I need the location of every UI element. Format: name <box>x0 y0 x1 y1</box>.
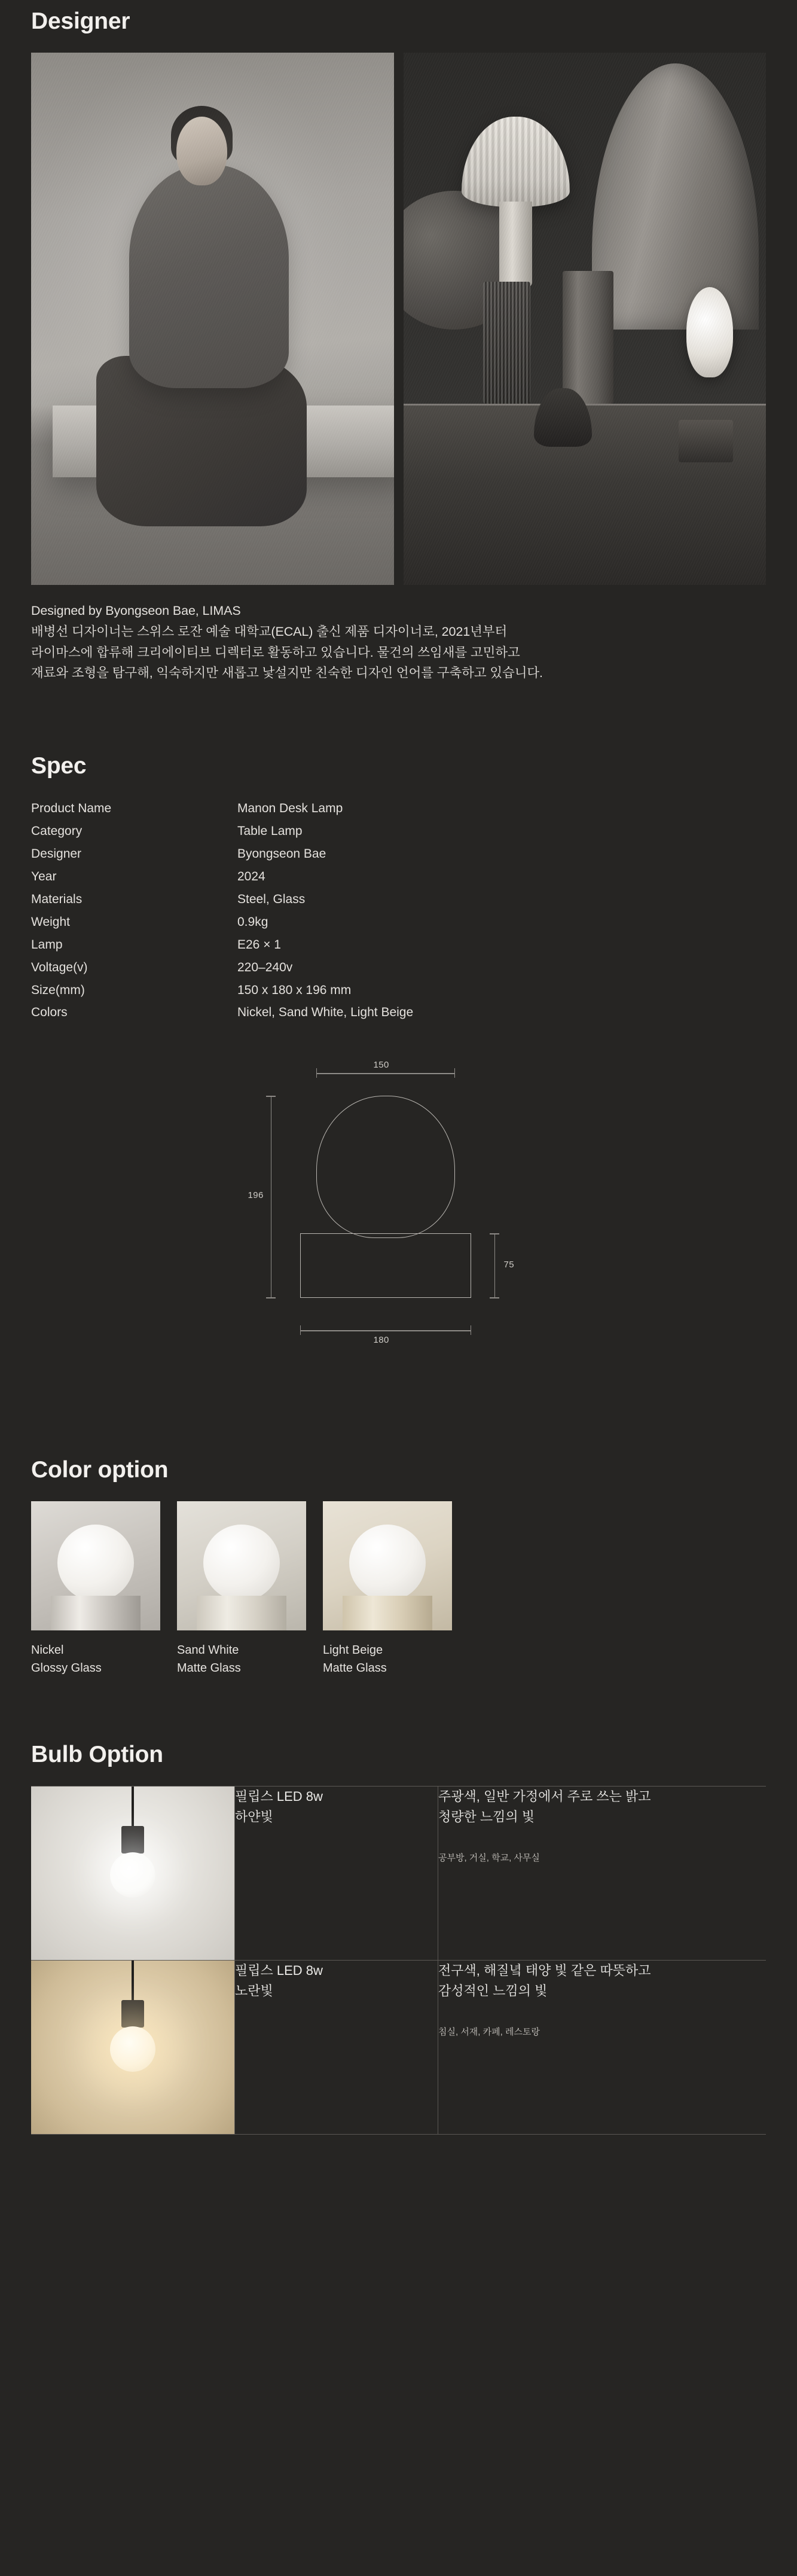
bulb-name-cell <box>235 1961 438 2135</box>
bulb-socket <box>121 1826 144 1853</box>
spec-section-title: Spec <box>31 753 87 779</box>
warm-white-bulb-photo <box>31 1961 234 2134</box>
designer-credit: Designed by Byongseon Bae, LIMAS <box>31 603 241 618</box>
spec-label: Category <box>31 824 83 839</box>
spec-label: Colors <box>31 1005 68 1020</box>
swatch-base <box>51 1596 141 1630</box>
swatch-globe-shade <box>203 1525 280 1601</box>
color-option-nickel[interactable] <box>31 1501 160 1677</box>
table-row <box>31 1787 766 1961</box>
color-option-name: Light Beige <box>323 1644 383 1657</box>
dim-tick-top-right <box>454 1068 455 1078</box>
spec-value: 2024 <box>237 870 265 884</box>
spec-value: 150 x 180 x 196 mm <box>237 983 352 997</box>
bulb-option-title: Bulb Option <box>31 1742 163 1768</box>
spec-value: Manon Desk Lamp <box>237 801 343 816</box>
dim-tick-top-left <box>316 1068 317 1078</box>
spec-label: Materials <box>31 892 83 906</box>
bulb-wire <box>132 1787 134 1828</box>
spec-label: Product Name <box>31 801 112 816</box>
spec-value: Nickel, Sand White, Light Beige <box>237 1005 414 1020</box>
cool-white-bulb-photo <box>31 1787 234 1960</box>
spec-label: Size(mm) <box>31 983 85 997</box>
designer-photo-row <box>31 53 766 585</box>
spec-value: Steel, Glass <box>237 892 306 906</box>
bulb-name-line-1: 필립스 LED 8w <box>235 1963 323 1979</box>
color-option-name: Sand White <box>177 1644 239 1657</box>
bulb-usage: 공부방, 거실, 학교, 사무실 <box>438 1853 540 1864</box>
swatch-base <box>197 1596 286 1630</box>
color-option-section <box>31 1457 766 1677</box>
bulb-name <box>235 1961 438 2001</box>
swatch-globe-shade <box>349 1525 426 1601</box>
table-row <box>31 979 766 1002</box>
swatch-globe-shade <box>57 1525 134 1601</box>
color-option-finish: Matte Glass <box>177 1662 241 1675</box>
color-option-name: Nickel <box>31 1644 64 1657</box>
spec-value: 220–240v <box>237 960 293 974</box>
spec-label: Voltage(v) <box>31 960 88 974</box>
bulb-globe <box>110 1852 155 1898</box>
dim-tick-base-bottom <box>490 1297 499 1298</box>
dimension-drawing <box>213 1060 584 1395</box>
bulb-option-section <box>31 1742 766 2206</box>
bulb-name-line-1: 필립스 LED 8w <box>235 1789 323 1804</box>
bulb-image-cell <box>31 1961 235 2135</box>
bulb-name-line-2: 하얀빛 <box>235 1809 273 1824</box>
spec-label: Designer <box>31 847 82 861</box>
spec-label: Year <box>31 870 57 884</box>
dim-label-base-height: 75 <box>503 1260 514 1270</box>
dim-label-top-width: 150 <box>373 1060 389 1071</box>
color-swatch-sand-white[interactable] <box>177 1501 306 1630</box>
bulb-description <box>438 1961 766 2001</box>
table-row <box>31 865 766 888</box>
drawing-base <box>300 1233 471 1298</box>
bulb-name <box>235 1787 438 1827</box>
color-option-list <box>31 1501 766 1677</box>
table-row <box>31 843 766 865</box>
still-grain-overlay <box>404 53 767 585</box>
dim-tick-bottom-left <box>300 1325 301 1335</box>
bulb-description-line-2: 감성적인 느낌의 빛 <box>438 1983 548 1998</box>
dim-tick-height-bottom <box>266 1297 276 1298</box>
table-row <box>31 888 766 911</box>
designer-description-line-1: 배병선 디자이너는 스위스 로잔 예술 대학교(ECAL) 출신 제품 디자이너로, 2021년부터 <box>31 624 508 639</box>
dim-tick-base-top <box>490 1233 499 1234</box>
dim-label-total-height: 196 <box>248 1190 264 1201</box>
designer-section <box>31 0 766 684</box>
bulb-socket <box>121 2000 144 2028</box>
color-option-title: Color option <box>31 1457 169 1483</box>
table-row <box>31 820 766 843</box>
dim-label-base-width: 180 <box>373 1335 389 1346</box>
bulb-name-line-2: 노란빛 <box>235 1983 273 1998</box>
spec-value: E26 × 1 <box>237 937 281 952</box>
color-option-finish: Matte Glass <box>323 1662 387 1675</box>
bulb-option-table <box>31 1786 766 2135</box>
designer-description-line-2: 라이마스에 합류해 크리에이티브 디렉터로 활동하고 있습니다. 물건의 쓰임새를 고민하고 <box>31 645 520 660</box>
bulb-description-cell <box>438 1787 767 1961</box>
swatch-base <box>343 1596 432 1630</box>
table-row <box>31 1001 766 1024</box>
spec-value: Table Lamp <box>237 824 303 839</box>
bulb-image-cell <box>31 1787 235 1961</box>
spec-value: 0.9kg <box>237 914 268 929</box>
dim-line-base-width <box>300 1330 471 1331</box>
designer-portrait-photo <box>31 53 394 585</box>
bulb-description-line-1: 전구색, 해질녘 태양 빛 같은 따뜻하고 <box>438 1963 651 1979</box>
table-row <box>31 956 766 979</box>
spec-label: Lamp <box>31 937 63 952</box>
designer-description <box>31 600 766 684</box>
table-row <box>31 797 766 820</box>
bulb-usage: 침실, 서재, 카페, 레스토랑 <box>438 2027 540 2038</box>
bulb-description-line-1: 주광색, 일반 가정에서 주로 쓰는 밝고 <box>438 1789 651 1804</box>
color-option-label <box>323 1641 452 1677</box>
bulb-wire <box>132 1961 134 2002</box>
portrait-grain-overlay <box>31 53 394 585</box>
color-swatch-nickel[interactable] <box>31 1501 160 1630</box>
bulb-description-line-2: 청량한 느낌의 빛 <box>438 1809 535 1824</box>
color-swatch-light-beige[interactable] <box>323 1501 452 1630</box>
color-option-finish: Glossy Glass <box>31 1662 102 1675</box>
table-row <box>31 934 766 956</box>
color-option-light-beige[interactable] <box>323 1501 452 1677</box>
bulb-name-cell <box>235 1787 438 1961</box>
color-option-sand-white[interactable] <box>177 1501 306 1677</box>
drawing-globe-shade <box>316 1096 455 1238</box>
spec-label: Weight <box>31 914 70 929</box>
product-still-life-photo <box>404 53 767 585</box>
bulb-description-cell <box>438 1961 767 2135</box>
dimension-drawing-section <box>31 1060 766 1395</box>
bulb-description <box>438 1787 766 1827</box>
designer-section-title: Designer <box>31 8 130 34</box>
table-row <box>31 1961 766 2135</box>
table-row <box>31 911 766 934</box>
color-option-label <box>177 1641 306 1677</box>
dim-line-top-width <box>316 1073 455 1074</box>
spec-section <box>31 753 766 1024</box>
bulb-globe <box>110 2026 155 2072</box>
spec-table <box>31 797 766 1024</box>
spec-value: Byongseon Bae <box>237 847 326 861</box>
designer-description-line-3: 재료와 조형을 탐구해, 익숙하지만 새롭고 낯설지만 친숙한 디자인 언어를 구축하고 있습니다. <box>31 666 543 681</box>
color-option-label <box>31 1641 160 1677</box>
dim-line-base-height <box>494 1233 495 1298</box>
